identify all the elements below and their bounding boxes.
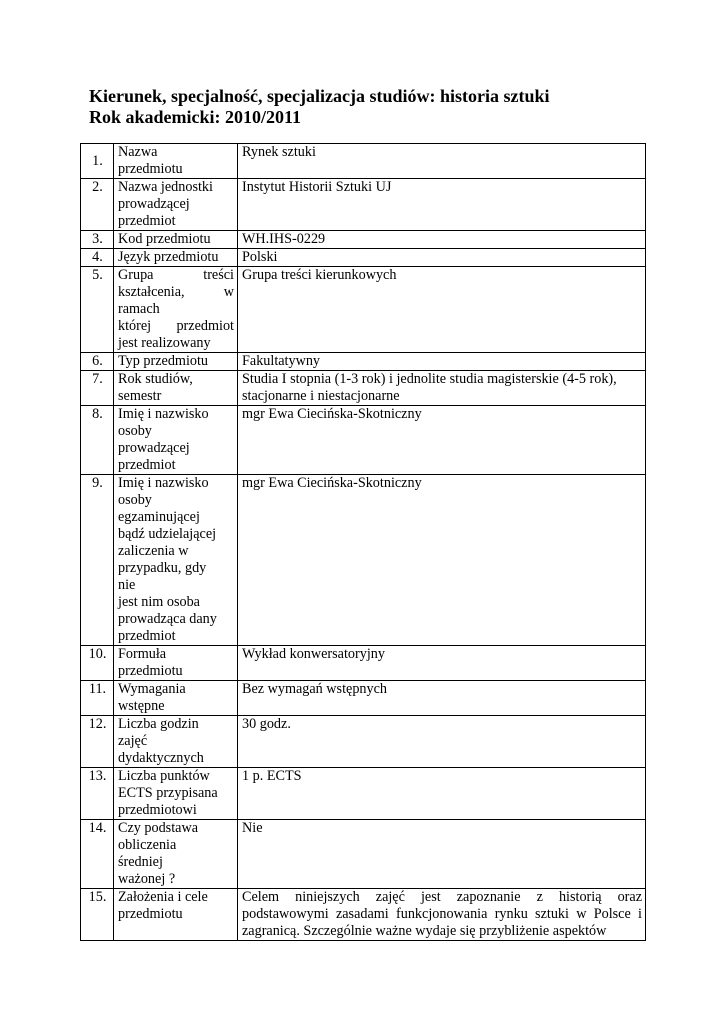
row-number: 10. [81,646,114,681]
row-number: 7. [81,371,114,406]
row-label: Imię i nazwisko osoby egzaminującej bądź udzielającej zaliczenia w przypadku, gdy nie jest nim osoba prowadząca dany przedmiot [114,475,238,646]
row-label: Język przedmiotu [114,249,238,267]
table-row [81,406,646,475]
table-row [81,371,646,406]
row-number: 3. [81,231,114,249]
row-number: 2. [81,179,114,231]
table-row [81,179,646,231]
table-row [81,267,646,353]
document-header [89,86,689,128]
row-label: Założenia i cele przedmiotu [114,889,238,941]
row-label: Imię i nazwisko osoby prowadzącej przedmiot [114,406,238,475]
row-number: 8. [81,406,114,475]
row-value: Rynek sztuki [238,144,646,179]
row-label: Wymagania wstępne [114,681,238,716]
row-value: 1 p. ECTS [238,768,646,820]
table-row [81,144,646,179]
row-number: 11. [81,681,114,716]
table-row [81,889,646,941]
row-value: mgr Ewa Ciecińska-Skotniczny [238,406,646,475]
row-number: 9. [81,475,114,646]
table-row [81,249,646,267]
row-label: Grupa treści kształcenia, w ramach której przedmiot jest realizowany [114,267,238,353]
row-label: Czy podstawa obliczenia średniej ważonej ? [114,820,238,889]
table-row [81,716,646,768]
row-label: Nazwa przedmiotu [114,144,238,179]
row-value: Studia I stopnia (1-3 rok) i jednolite studia magisterskie (4-5 rok), stacjonarne i niestacjonarne [238,371,646,406]
row-value: Celem niniejszych zajęć jest zapoznanie z historią oraz podstawowymi zasadami funkcjonowania rynku sztuki w Polsce i zagranicą. Szczególnie ważne wydaje się przybliżenie aspektów [238,889,646,941]
row-number: 14. [81,820,114,889]
row-number: 13. [81,768,114,820]
table-row [81,646,646,681]
row-number: 4. [81,249,114,267]
row-number: 6. [81,353,114,371]
table-row [81,820,646,889]
row-number: 1. [81,144,114,179]
row-number: 15. [81,889,114,941]
table-row [81,231,646,249]
row-value: Bez wymagań wstępnych [238,681,646,716]
row-label: Formuła przedmiotu [114,646,238,681]
row-number: 12. [81,716,114,768]
row-value: mgr Ewa Ciecińska-Skotniczny [238,475,646,646]
row-label: Kod przedmiotu [114,231,238,249]
row-value: Fakultatywny [238,353,646,371]
row-value: Wykład konwersatoryjny [238,646,646,681]
row-value: Polski [238,249,646,267]
row-label: Liczba punktów ECTS przypisana przedmiotowi [114,768,238,820]
academic-year: Rok akademicki: 2010/2011 [89,107,302,127]
row-value: WH.IHS-0229 [238,231,646,249]
table-row [81,475,646,646]
table-row [81,353,646,371]
row-value: Nie [238,820,646,889]
row-value: Instytut Historii Sztuki UJ [238,179,646,231]
row-value: Grupa treści kierunkowych [238,267,646,353]
row-number: 5. [81,267,114,353]
table-row [81,681,646,716]
document-title: Kierunek, specjalność, specjalizacja studiów: historia sztuki [89,86,550,106]
row-label: Typ przedmiotu [114,353,238,371]
row-label: Rok studiów, semestr [114,371,238,406]
row-label: Liczba godzin zajęć dydaktycznych [114,716,238,768]
row-value: 30 godz. [238,716,646,768]
syllabus-table [80,143,646,941]
table-row [81,768,646,820]
row-label: Nazwa jednostki prowadzącej przedmiot [114,179,238,231]
